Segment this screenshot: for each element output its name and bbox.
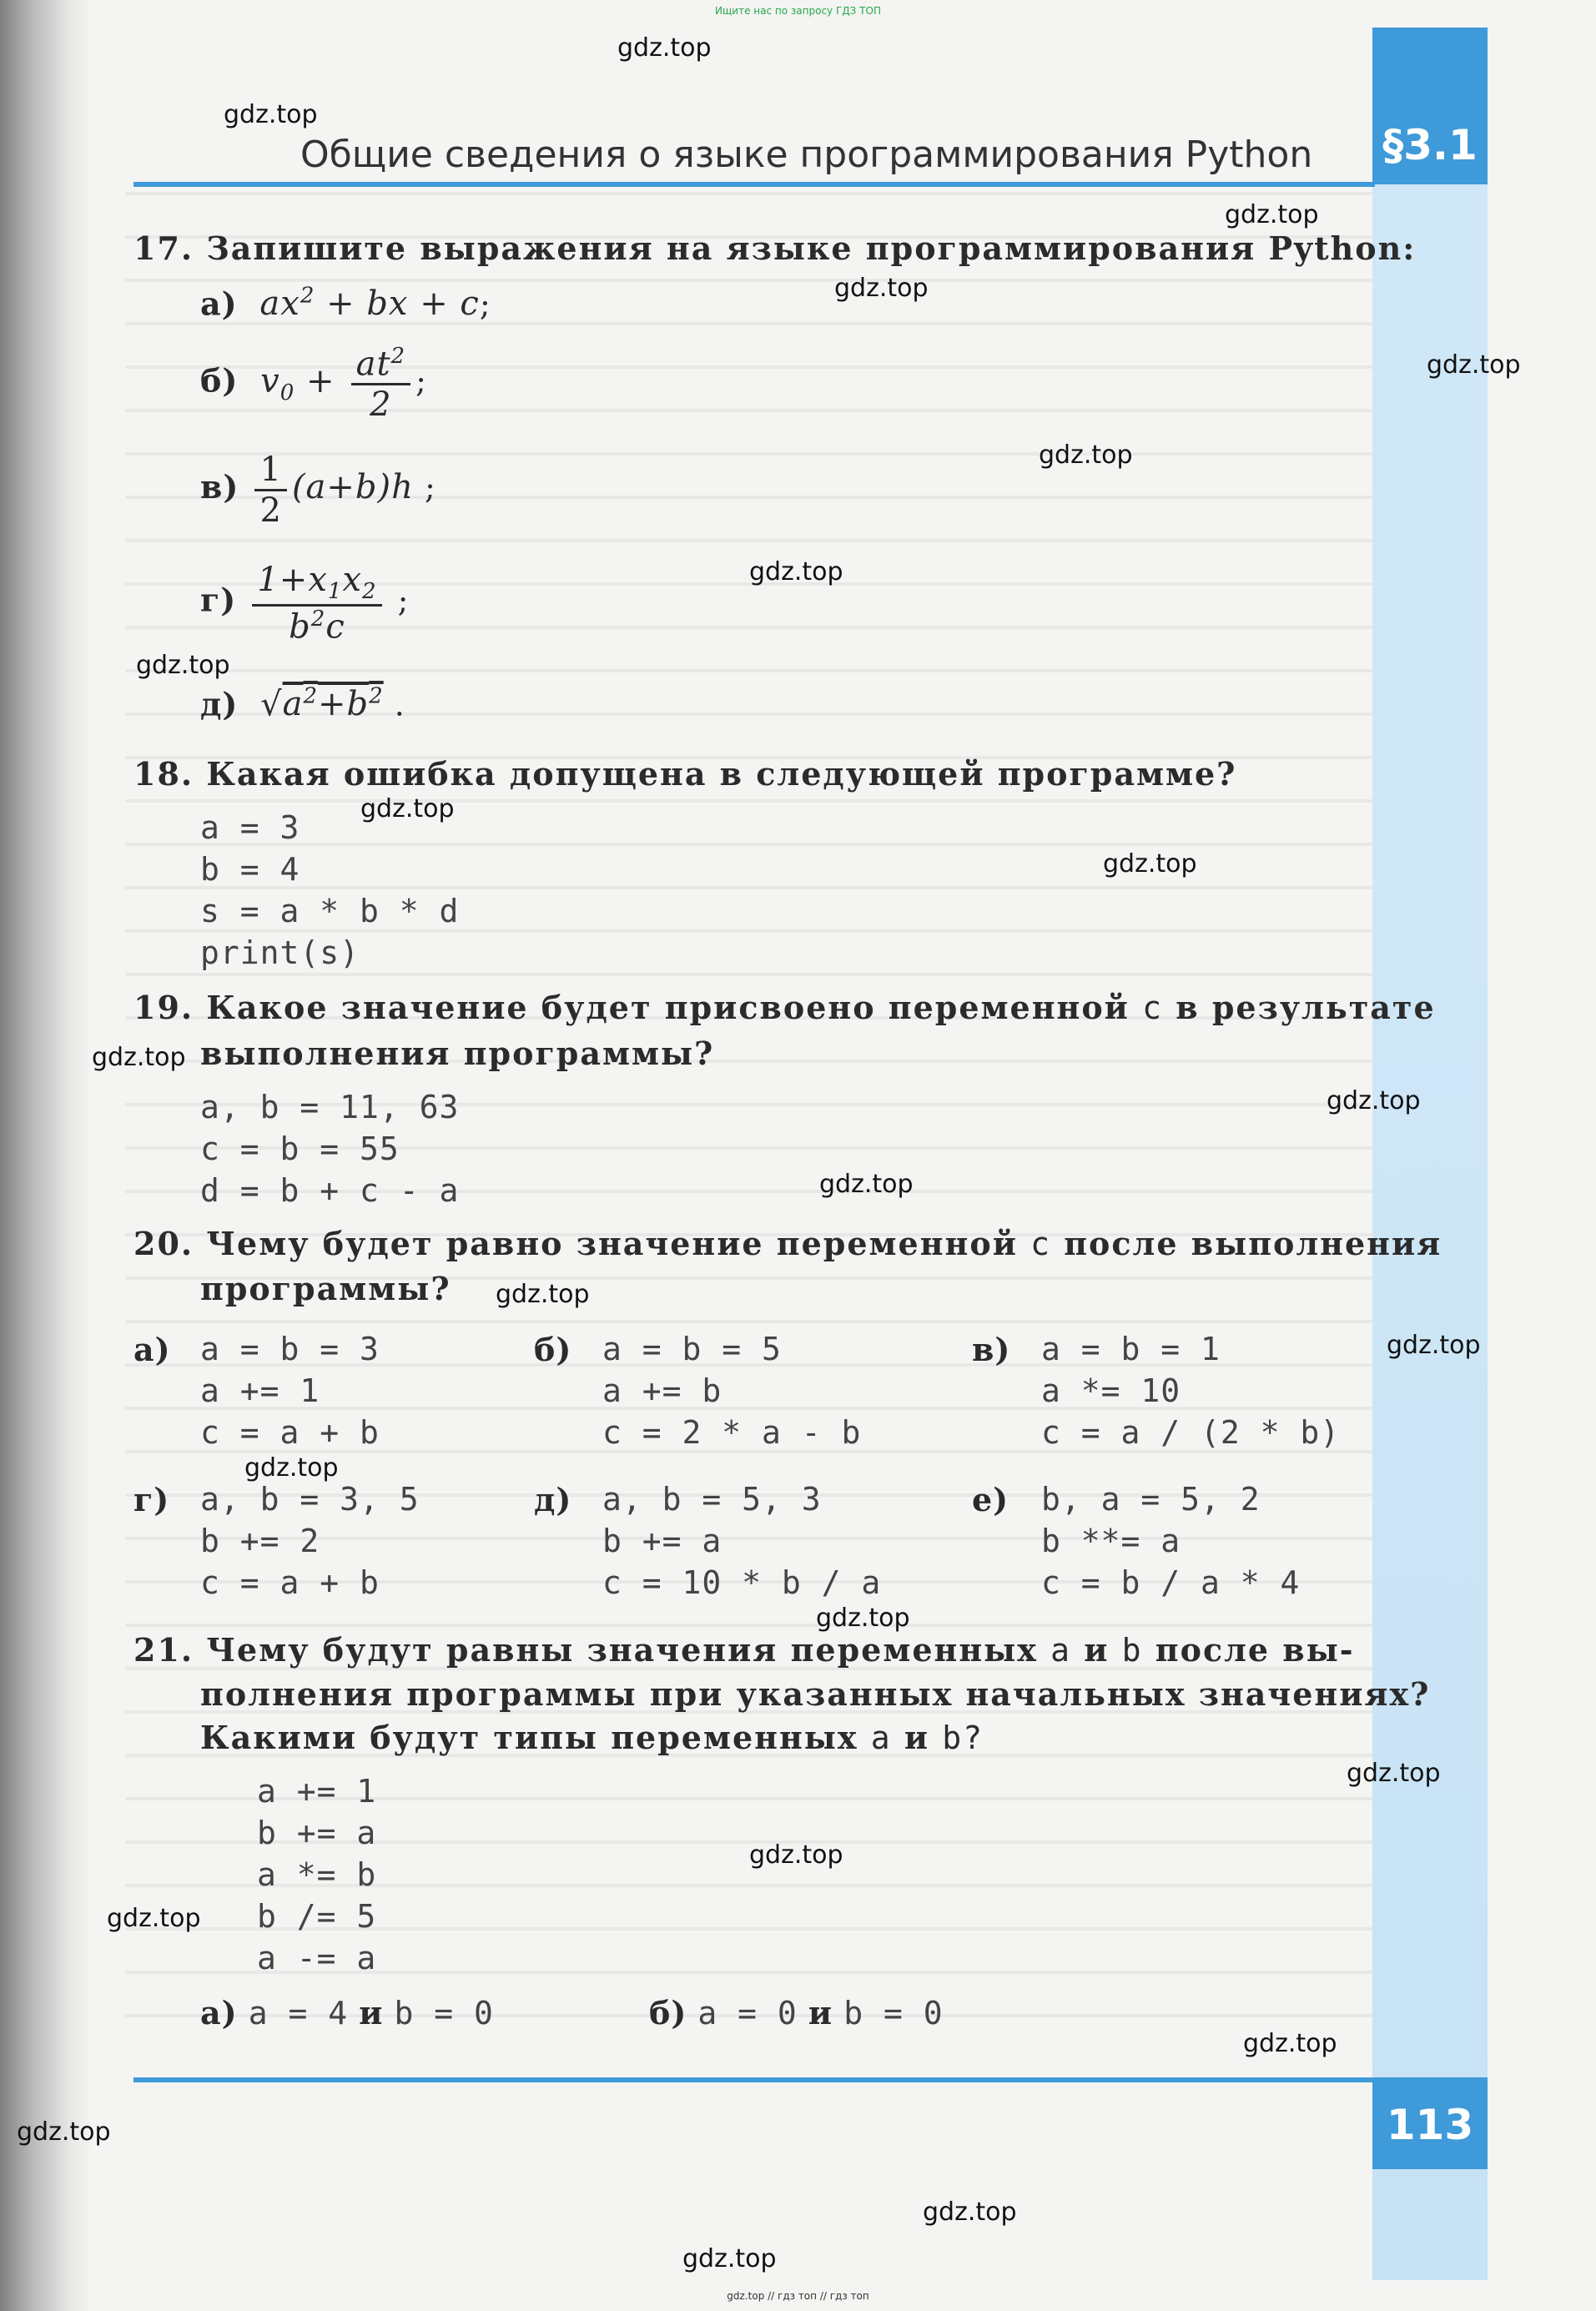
page-number: 113 [1386, 2101, 1474, 2149]
watermark: gdz.top [1103, 849, 1197, 879]
watermark: gdz.top [224, 100, 318, 129]
q21-code-line: a *= b [257, 1856, 377, 1893]
q17-text: 17. Запишите выражения на языке программирования Python: [133, 229, 1417, 267]
q21-code-line: b += a [257, 1815, 377, 1851]
q20-variant-f [972, 1481, 1009, 1518]
q20-variant-a [133, 1331, 171, 1368]
q20-code-line: a = b = 3 [200, 1331, 380, 1367]
q20-code-line: a *= 10 [1041, 1372, 1181, 1409]
q19-line1 [133, 989, 1436, 1026]
answer-and: и [808, 1994, 833, 2032]
answer-label: б) [649, 1994, 687, 2032]
q20-code-line: a = b = 1 [1041, 1331, 1221, 1367]
q19-var: c [1142, 989, 1163, 1026]
watermark: gdz.top [17, 2117, 111, 2147]
answer-b-value: b = 0 [394, 1995, 494, 2032]
q21-answer-b [649, 1994, 944, 2032]
q17-label-d: г) [200, 581, 237, 619]
bottom-link[interactable]: gdz.top // гдз топ // гдз топ [727, 2290, 869, 2302]
q17-item-a: а) $ax^2$ + bx + c; [200, 284, 491, 324]
q21-line3-var-a: a [870, 1719, 892, 1756]
q17-item-d: г) $\frac{1+x_1x_2}{b^2c}$ ; [200, 561, 410, 647]
q20-code-line: a += 1 [200, 1372, 320, 1409]
q19-line2: выполнения программы? [200, 1035, 715, 1072]
watermark: gdz.top [1039, 441, 1133, 470]
watermark: gdz.top [360, 794, 455, 823]
section-number: §3.1 [1382, 121, 1478, 169]
q20-code-line: b += 2 [200, 1523, 320, 1559]
q17-label-c: в) [200, 468, 239, 506]
q17-label-a: а) [200, 284, 238, 323]
q19-code-line: d = b + c - a [200, 1172, 460, 1209]
q20-line1 [133, 1225, 1442, 1262]
page-header-title: Общие сведения о языке программирования Python [300, 133, 1313, 176]
watermark: gdz.top [1427, 350, 1521, 380]
watermark: gdz.top [1387, 1331, 1481, 1360]
q17-label-e: д) [200, 685, 239, 723]
q20-variant-c [972, 1331, 1010, 1368]
q21-line1 [133, 1631, 1355, 1669]
q20-line1-text: 20. Чему будет равно значение переменной [133, 1225, 1018, 1262]
q21-code-line: a += 1 [257, 1773, 377, 1810]
answer-a-value: a = 0 [697, 1995, 798, 2032]
q21-line2: полнения программы при указанных начальных значениях? [200, 1675, 1431, 1713]
watermark: gdz.top [819, 1170, 914, 1199]
watermark: gdz.top [682, 2244, 777, 2273]
q17-frac-b: $\frac{at^2}{2}$ [351, 344, 410, 424]
q18-code-line: s = a * b * d [200, 893, 460, 929]
variant-label: б) [534, 1331, 572, 1368]
top-link[interactable]: Ищите нас по запросу ГДЗ ТОП [715, 5, 881, 17]
q20-code-line: c = b / a * 4 [1041, 1564, 1301, 1601]
watermark: gdz.top [1347, 1759, 1441, 1788]
q17-label-b: б) [200, 361, 239, 400]
header-rule [133, 182, 1375, 187]
answer-label: а) [200, 1994, 238, 2032]
watermark: gdz.top [1327, 1086, 1421, 1115]
q20-code-line: c = 10 * b / a [602, 1564, 882, 1601]
watermark: gdz.top [107, 1904, 201, 1933]
q21-var-b: b [1121, 1632, 1143, 1669]
q20-variant-d [133, 1481, 169, 1518]
answer-b-value: b = 0 [843, 1995, 944, 2032]
q20-variant-b [534, 1331, 571, 1368]
q21-line3-and: и [904, 1719, 930, 1756]
q21-line1-text: 21. Чему будут равны значения переменных [133, 1631, 1038, 1669]
q17-expr-e: $√a^2+b^2$ [249, 684, 384, 724]
q20-code-line: a += b [602, 1372, 722, 1409]
watermark: gdz.top [749, 557, 843, 587]
q19-code-line: a, b = 11, 63 [200, 1089, 460, 1125]
q20-code-line: a, b = 5, 3 [602, 1481, 822, 1518]
answer-a-value: a = 4 [248, 1995, 349, 2032]
watermark: gdz.top [1225, 200, 1319, 229]
watermark: gdz.top [92, 1043, 186, 1072]
q20-code-line: c = 2 * a - b [602, 1414, 862, 1451]
q21-code-line: a -= a [257, 1940, 377, 1976]
watermark: gdz.top [834, 274, 929, 303]
q17-expr-a: $ax^2$ + bx + c [248, 284, 480, 324]
q20-code-line: a, b = 3, 5 [200, 1481, 420, 1518]
q18-text: 18. Какая ошибка допущена в следующей программе? [133, 755, 1237, 793]
variant-label: е) [972, 1481, 1009, 1518]
q21-line3-text: Какими будут типы переменных [200, 1719, 858, 1756]
q21-code-line: b /= 5 [257, 1898, 377, 1935]
variant-label: г) [133, 1481, 170, 1518]
watermark: gdz.top [923, 2198, 1017, 2227]
q20-code-line: b, a = 5, 2 [1041, 1481, 1261, 1518]
watermark: gdz.top [816, 1604, 910, 1633]
q20-var: c [1030, 1226, 1051, 1262]
variant-label: д) [534, 1481, 572, 1518]
q21-line3-var-b: b? [942, 1719, 984, 1756]
answer-and: и [359, 1994, 384, 2032]
q17-item-b: б) $v_0$ + $\frac{at^2}{2}$ ; [200, 344, 427, 425]
watermark: gdz.top [617, 33, 712, 63]
q19-code-line: c = b = 55 [200, 1130, 400, 1167]
variant-label: в) [972, 1331, 1011, 1368]
q21-var-a: a [1050, 1632, 1072, 1669]
q19-line1-text: 19. Какое значение будет присвоено переменной [133, 989, 1130, 1026]
q20-code-line: b += a [602, 1523, 722, 1559]
q17-item-e: д) $√a^2+b^2$ . [200, 684, 405, 724]
watermark: gdz.top [136, 651, 230, 680]
q20-code-line: c = a + b [200, 1564, 380, 1601]
q18-code-line: print(s) [200, 934, 360, 971]
q20-line1-end: после выполнения [1064, 1225, 1442, 1262]
watermark: gdz.top [496, 1280, 590, 1309]
watermark: gdz.top [244, 1453, 339, 1483]
q20-code-line: c = a + b [200, 1414, 380, 1451]
q20-code-line: c = a / (2 * b) [1041, 1414, 1341, 1451]
q18-code-line: b = 4 [200, 851, 300, 888]
q20-code-line: a = b = 5 [602, 1331, 782, 1367]
q21-line1-end: после вы- [1155, 1631, 1355, 1669]
q20-code-line: b **= a [1041, 1523, 1181, 1559]
q17-expr-b: $v_0$ + [249, 361, 335, 405]
q21-and: и [1084, 1631, 1110, 1669]
watermark: gdz.top [1243, 2029, 1337, 2058]
q17-frac-d: $\frac{1+x_1x_2}{b^2c}$ [252, 561, 381, 646]
q20-line2: программы? [200, 1270, 451, 1307]
q18-code-line: a = 3 [200, 809, 300, 846]
page-binding-shadow [0, 0, 92, 2311]
q20-variant-e [534, 1481, 571, 1518]
q17-frac-c: $\frac{1}{2}$ [254, 451, 286, 530]
footer-rule [133, 2077, 1375, 2082]
variant-label: а) [133, 1331, 171, 1368]
q19-line1-end: в результате [1176, 989, 1436, 1026]
q17-item-c: в) $\frac{1}{2}$ (a+b)h ; [200, 451, 436, 530]
q21-answer-a [200, 1994, 494, 2032]
watermark: gdz.top [749, 1840, 843, 1870]
q21-line3 [200, 1719, 984, 1756]
